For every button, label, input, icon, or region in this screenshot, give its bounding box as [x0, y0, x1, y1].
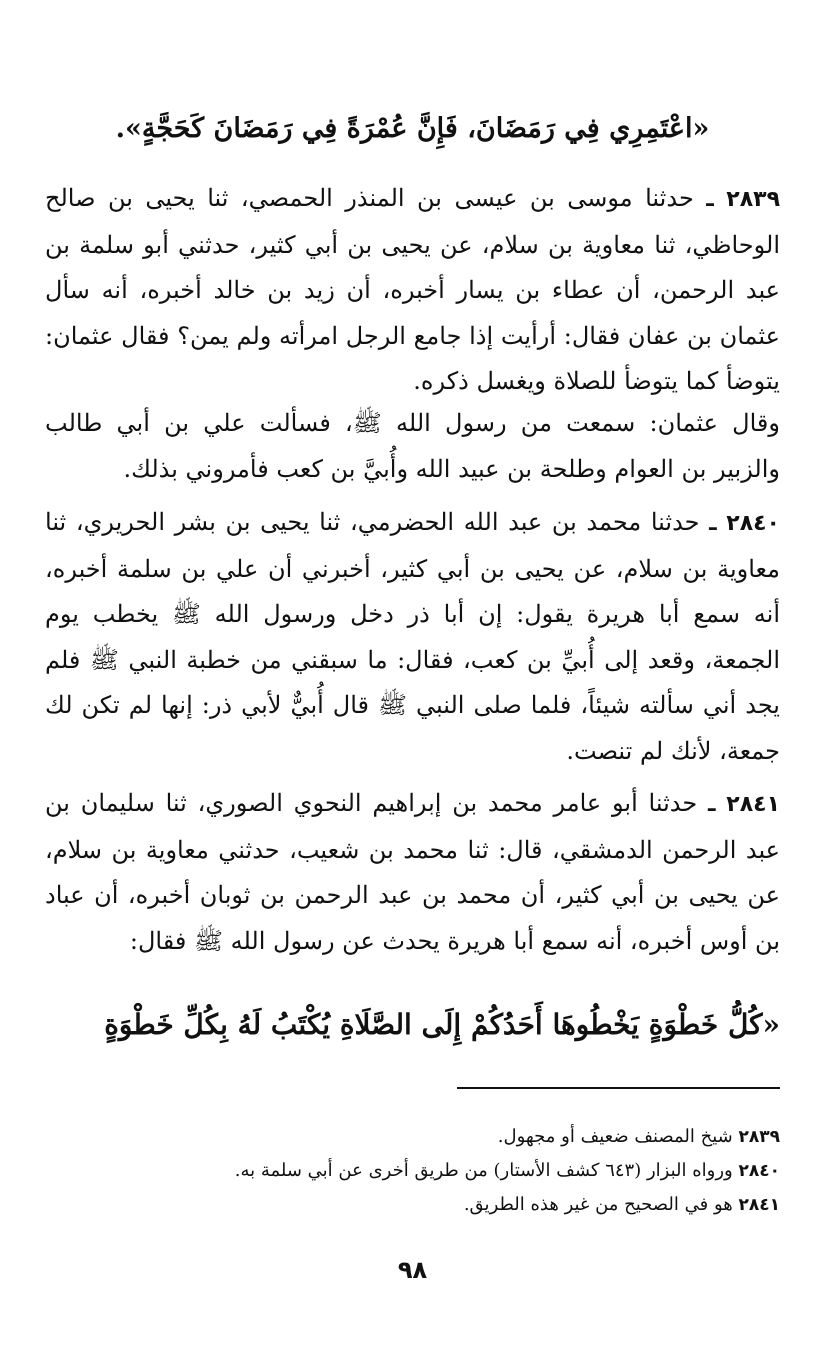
footnote-text: شيخ المصنف ضعيف أو مجهول.: [497, 1126, 733, 1147]
hadith-number: ٢٨٤١ ـ: [707, 792, 780, 817]
book-page: [45, 0, 780, 1359]
hadith-number: ٢٨٤٠ ـ: [709, 511, 780, 536]
footnote-divider: [457, 1087, 780, 1089]
footnote-text: ورواه البزار (٦٤٣ كشف الأستار) من طريق أخرى عن أبي سلمة به.: [234, 1160, 733, 1181]
footnote: [45, 1188, 780, 1222]
hadith-quote-top: «اعْتَمِرِي فِي رَمَضَانَ، فَإِنَّ عُمْرَةً فِي رَمَضَانَ كَحَجَّةٍ».: [115, 113, 710, 144]
hadith-2841: [45, 781, 780, 964]
hadith-text: حدثنا محمد بن عبد الله الحضرمي، ثنا يحيى بن بشر الحريري، ثنا معاوية بن سلام، عن يحيى بن أبي كثير، أخبرني أن علي بن سلمة أخبره، أنه سمع أبا هريرة يقول: إن أبا ذر دخل ورسول الله ﷺ يخطب يوم الجمعة، وقعد إلى أُبيِّ بن كعب، فقال: ما سبقني من خطبة النبي ﷺ فلم يجد أني سألته شيئاً، فلما صلى النبي ﷺ قال أُبيٌّ لأبي ذر: إنها لم تكن لك جمعة، لأنك لم تنصت.: [45, 508, 780, 765]
footnote-number: ٢٨٣٩: [738, 1127, 780, 1147]
hadith-quote-bottom: «كُلُّ خَطْوَةٍ يَخْطُوهَا أَحَدُكُمْ إِلَى الصَّلَاةِ يُكْتَبُ لَهُ بِكُلِّ خَطْوَةٍ: [104, 1008, 780, 1041]
footnotes: [45, 1120, 780, 1222]
hadith-2840: [45, 500, 780, 775]
footnote: [45, 1120, 780, 1154]
hadith-text: حدثنا موسى بن عيسى بن المنذر الحمصي، ثنا يحيى بن صالح الوحاظي، ثنا معاوية بن سلام، عن يحيى بن أبي كثير، حدثني أبو سلمة بن عبد الرحمن، أن عطاء بن يسار أخبره، أن زيد بن خالد أخبره، أنه سأل عثمان بن عفان فقال: أرأيت إذا جامع الرجل امرأته ولم يمن؟ فقال عثمان: يتوضأ كما يتوضأ للصلاة ويغسل ذكره.: [45, 184, 780, 396]
footnote-text: هو في الصحيح من غير هذه الطريق.: [463, 1194, 733, 1215]
footnote: [45, 1154, 780, 1188]
page-number: ٩٨: [397, 1256, 428, 1284]
hadith-2839-continuation: وقال عثمان: سمعت من رسول الله ﷺ، فسألت علي بن أبي طالب والزبير بن العوام وطلحة بن عبيد الله وأُبيَّ بن كعب فأمروني بذلك.: [45, 409, 780, 483]
footnote-number: ٢٨٤١: [738, 1195, 780, 1215]
footnote-number: ٢٨٤٠: [738, 1161, 780, 1181]
hadith-number: ٢٨٣٩ ـ: [706, 187, 780, 212]
hadith-2839: [45, 176, 780, 405]
hadith-text: حدثنا أبو عامر محمد بن إبراهيم النحوي الصوري، ثنا سليمان بن عبد الرحمن الدمشقي، قال: ثنا محمد بن شعيب، حدثني معاوية بن سلام، عن يحيى بن أبي كثير، أن محمد بن عبد الرحمن بن ثوبان أخبره، أن عباد بن أوس أخبره، أنه سمع أبا هريرة يحدث عن رسول الله ﷺ فقال:: [45, 789, 781, 955]
